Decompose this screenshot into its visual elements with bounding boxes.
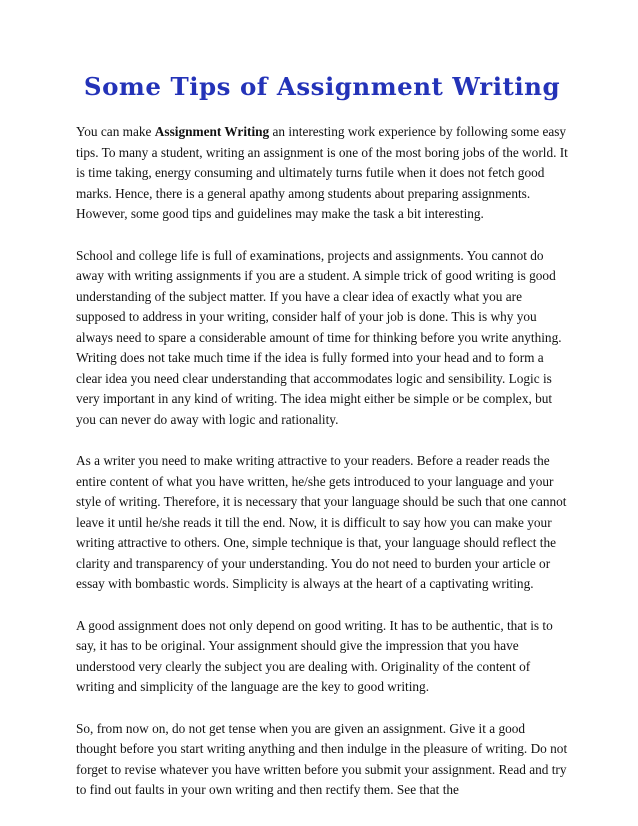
assignment-writing-keyword: Assignment Writing — [154, 124, 270, 139]
paragraph-conclusion: So, from now on, do not get tense when you are given an assignment. Give it a good thought before you start writing anything and then indulge in the pleasure of writing. Do not forget to revise whatever you have written before you submit your assignment. Read and try to find out faults in your own writing and then rectify them. See that the — [76, 720, 568, 797]
paragraph-attractive-writing: As a writer you need to make writing attractive to your readers. Before a reader reads the entire content of what you have written, he/she gets introduced to your language and your style of writing. Therefore, it is necessary that your language should be such that one cannot leave it until he/she reads it till the end. Now, it is difficult to say how you can make your writing attractive to others. One, simple technique is that, your language should reflect the clarity and transparency of your understanding. You do not need to burden your article or essay with bombastic words. Simplicity is always at the heart of a captivating writing. — [76, 453, 567, 591]
intro-text-rest: an interesting work experience by following some easy tips. To many a student, writing an assignment is one of the most boring jobs of the world. It is time taking, energy consuming and ultimately turns futile when it does not fetch good marks. Hence, there is a general apathy among students about preparing assignments. However, some good tips and guidelines may make the task a bit interesting. — [76, 124, 568, 221]
paragraph-intro — [76, 122, 568, 225]
paragraph-originality: A good assignment does not only depend on good writing. It has to be authentic, that is to say, it has to be original. Your assignment should give the impression that you have understood very clearly the subject you are dealing with. Originality of the content of writing and simplicity of the language are the key to good writing. — [76, 617, 553, 694]
document-title: Some Tips of Assignment Writing — [83, 72, 561, 101]
intro-text-start: You can make — [76, 124, 155, 139]
paragraph-understanding: School and college life is full of examinations, projects and assignments. You cannot do away with writing assignments if you are a student. A simple trick of good writing is good understanding of the subject matter. If you have a clear idea of exactly what you are supposed to address in your writing, consider half of your job is done. This is why you always need to spare a considerable amount of time for thinking before you write anything. Writing does not take much time if the idea is fully formed into your head and to form a clear idea you need clear understanding that accommodates logic and sensibility. Logic is very important in any kind of writing. The idea might either be simple or be complex, but you can never do away with logic and rationality. — [76, 247, 562, 427]
